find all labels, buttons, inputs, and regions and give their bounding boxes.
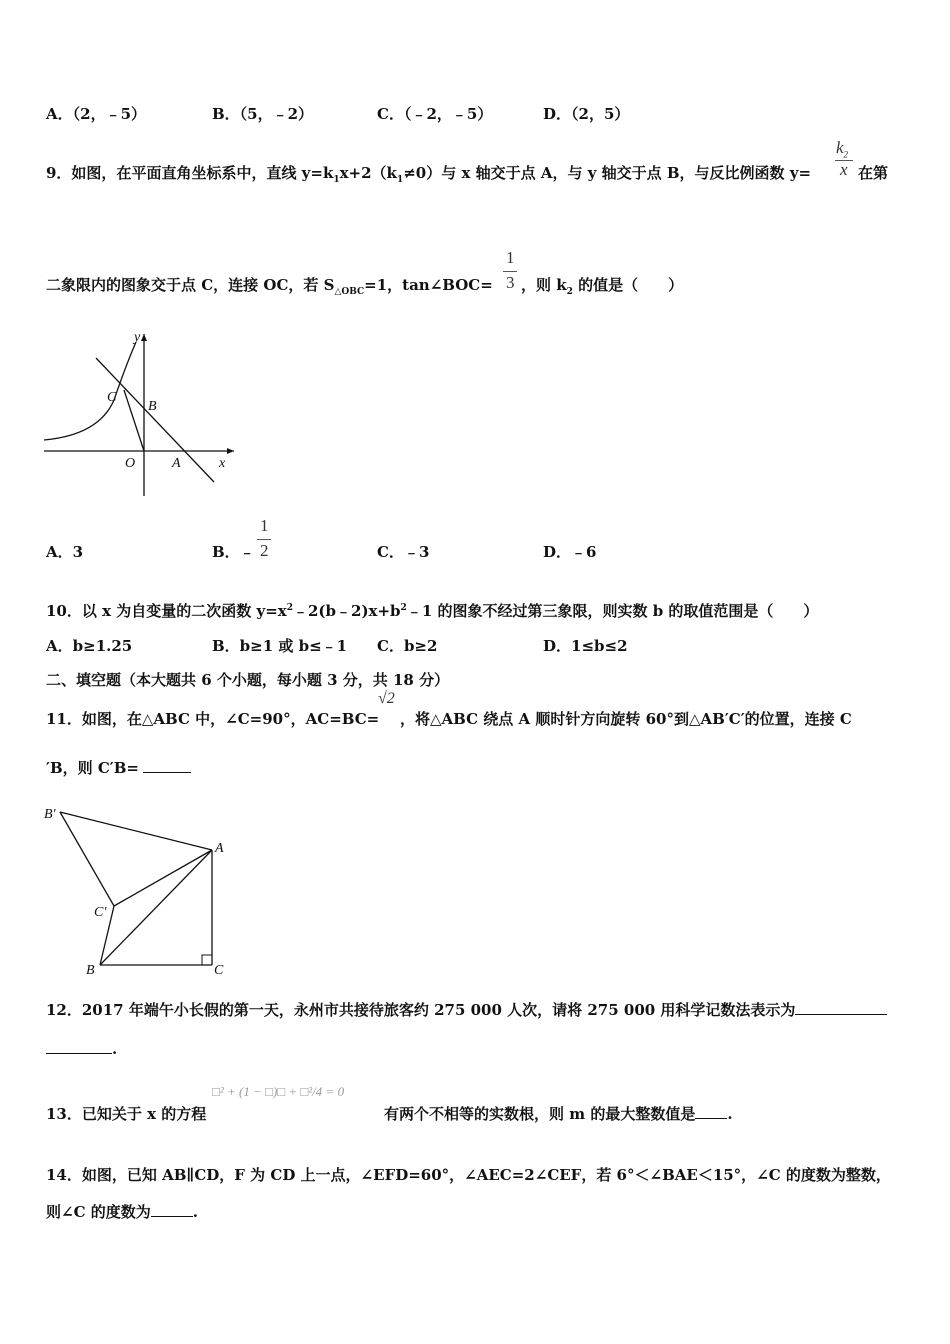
- q9-stem-line1-end: 在第: [858, 164, 889, 182]
- q11-stem-line1-rest: ，将△ABC 绕点 A 顺时针方向旋转 60°到△AB′C′的位置，连接 C: [400, 710, 852, 728]
- q9-segment-oc: [124, 390, 144, 451]
- section-2-heading: 二、填空题（本大题共 6 个小题，每小题 3 分，共 18 分）: [46, 671, 450, 689]
- q10-option-d: D．1≤b≤2: [543, 637, 628, 655]
- q11-edge-bprime-a: [60, 812, 212, 850]
- q9-func-numerator: $k_2$: [836, 138, 849, 160]
- q8-option-d: D．（2，5）: [543, 105, 630, 123]
- q9-option-a: A．3: [46, 543, 84, 561]
- q11-triangle-figure: [42, 800, 232, 980]
- q9-y-arrow: [141, 334, 147, 341]
- q14-stem-line2: 则∠C 的度数为 .: [46, 1203, 198, 1221]
- q10-option-a: A．b≥1.25: [46, 637, 133, 655]
- q10-stem: 10．以 x 为自变量的二次函数 $y=x^2﹣2(b﹣2)x+b^2﹣1$ 的图象不经过第三象限，则实数 b 的取值范围是（ ）: [46, 602, 819, 620]
- q13-stem-prefix: 13．已知关于 x 的方程: [46, 1105, 207, 1123]
- q11-edge-bprime-cprime: [60, 812, 114, 906]
- q12-answer-blank-1[interactable]: [795, 1000, 887, 1015]
- q11-stem-line1-prefix: 11．如图，在△ABC 中，∠C=90°，AC=BC=: [46, 710, 380, 728]
- q9-label-c: C: [107, 390, 117, 405]
- q11-label-bprime: B′: [44, 807, 56, 822]
- q9-func-denominator: x: [840, 160, 848, 179]
- q10-option-b: B．b≥1 或 b≤﹣1: [212, 637, 348, 655]
- q9-option-c: C．﹣3: [377, 543, 430, 561]
- q9-label-b: B: [148, 399, 157, 414]
- q9-line-ab: [96, 358, 214, 482]
- q9-x-arrow: [227, 448, 234, 454]
- q9-option-b-fraction-bar: [257, 539, 271, 540]
- q9-option-b-denominator: 2: [260, 541, 269, 560]
- q11-label-a: A: [215, 841, 224, 856]
- q13-stem-suffix: 有两个不相等的实数根，则 m 的最大整数值是 .: [384, 1105, 733, 1123]
- q11-label-b: B: [86, 963, 95, 978]
- q9-option-d: D．﹣6: [543, 543, 597, 561]
- q11-label-c: C: [214, 963, 224, 978]
- q8-option-a: A．（2，﹣5）: [46, 105, 147, 123]
- q11-label-cprime: C′: [94, 905, 107, 920]
- q9-stem-line1: 9．如图，在平面直角坐标系中，直线 $y=k_1x+2(k_1\ne 0)$与 x 轴交于点 A，与 y 轴交于点 B，与反比例函数 y=: [46, 164, 812, 185]
- q9-coordinate-figure: [44, 330, 234, 502]
- q12-stem-line1: 12．2017 年端午小长假的第一天，永州市共接待旅客约 275 000 人次，请将 275 000 用科学记数法表示为: [46, 999, 887, 1020]
- q9-label-o: O: [125, 456, 136, 471]
- q9-option-b-numerator: 1: [260, 516, 269, 535]
- q11-right-angle-mark: [202, 955, 212, 965]
- q12-answer-blank-2[interactable]: [46, 1039, 112, 1054]
- q9-label-a: A: [172, 456, 181, 471]
- q14-stem-line1: 14．如图，已知 AB∥CD，F 为 CD 上一点，∠EFD=60°，∠AEC=2∠CEF，若 6°＜∠BAE＜15°，∠C 的度数为整数，: [46, 1166, 891, 1184]
- q9-tan-denominator: 3: [506, 273, 515, 292]
- q11-edge-b-a: [100, 850, 212, 965]
- q9-stem-line2: 二象限内的图象交于点 C，连接 OC，若 $S_{\triangle OBC}=1$，tan∠BOC=: [46, 276, 493, 297]
- q13-equation: □² + (1 − □)□ + □²/4 = 0: [212, 1084, 345, 1099]
- q9-option-b: B．﹣: [212, 543, 255, 561]
- q9-hyperbola: [44, 342, 136, 440]
- q9-tan-numerator: 1: [506, 248, 515, 267]
- q8-option-b: B．（5，﹣2）: [212, 105, 314, 123]
- q11-stem-line2: ′B，则 C′B=: [46, 757, 191, 778]
- q12-stem-line2: .: [46, 1039, 117, 1058]
- q14-answer-blank[interactable]: [151, 1202, 193, 1217]
- q11-answer-blank[interactable]: [143, 758, 191, 773]
- q10-option-c: C．b≥2: [377, 637, 438, 655]
- q8-option-c: C．（﹣2，﹣5）: [377, 105, 493, 123]
- q11-sqrt: √2: [378, 690, 395, 707]
- q13-answer-blank[interactable]: [695, 1104, 727, 1119]
- q11-edge-cprime-a: [114, 850, 212, 906]
- q9-label-y: y: [134, 330, 141, 345]
- q9-label-x: x: [219, 456, 226, 471]
- q9-tan-fraction-bar: [503, 271, 517, 272]
- q9-stem-line2-end: ，则 $k_2$ 的值是（ ）: [521, 276, 684, 297]
